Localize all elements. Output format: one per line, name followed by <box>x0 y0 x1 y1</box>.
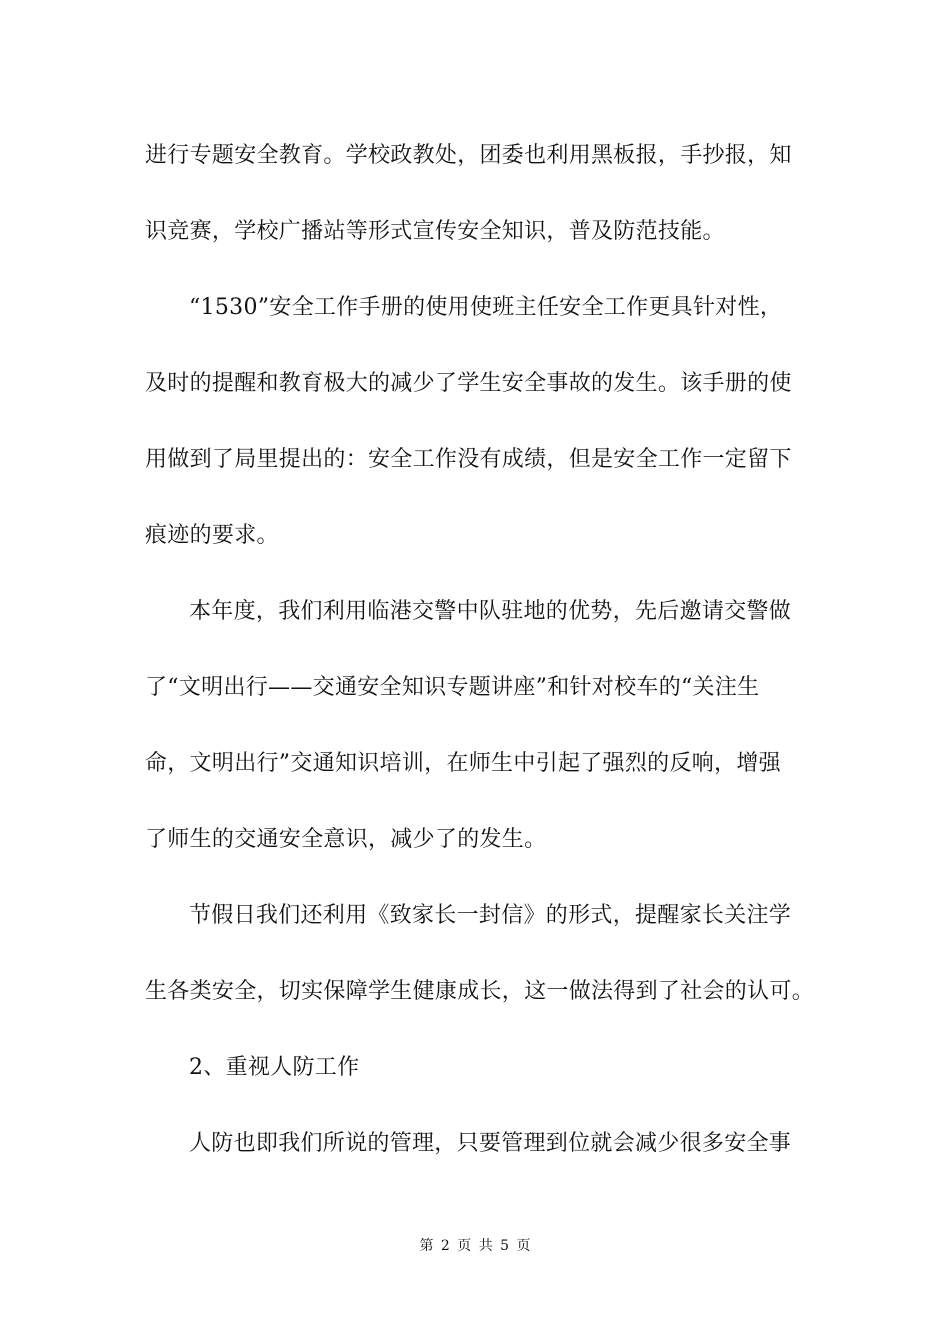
text-line-6: 痕迹的要求。 <box>145 523 279 548</box>
section-heading: 2、重视人防工作 <box>189 1055 360 1080</box>
text-line-7: 本年度，我们利用临港交警中队驻地的优势，先后邀请交警做 <box>189 599 792 624</box>
page-number-footer: 第 2 页 共 5 页 <box>419 1238 531 1254</box>
text-line-4: 及时的提醒和教育极大的减少了学生安全事故的发生。该手册的使 <box>145 371 792 396</box>
text-line-9: 命，文明出行”交通知识培训，在师生中引起了强烈的反响，增强 <box>145 751 781 776</box>
text-line-10: 了师生的交通安全意识，减少了的发生。 <box>145 827 547 852</box>
text-line-8: 了“文明出行——交通安全知识专题讲座”和针对校车的“关注生 <box>145 675 760 700</box>
text-line-5: 用做到了局里提出的：安全工作没有成绩，但是安全工作一定留下 <box>145 447 792 472</box>
text-line-2: 识竞赛，学校广播站等形式宣传安全知识，普及防范技能。 <box>145 219 725 244</box>
text-line-1: 进行专题安全教育。学校政教处，团委也利用黑板报，手抄报，知 <box>145 143 792 168</box>
text-line-11: 节假日我们还利用《致家长一封信》的形式，提醒家长关注学 <box>189 903 792 928</box>
text-line-12: 生各类安全，切实保障学生健康成长，这一做法得到了社会的认可。 <box>145 979 815 1004</box>
text-line-14: 人防也即我们所说的管理，只要管理到位就会减少很多安全事 <box>189 1131 792 1156</box>
text-line-3: “1530”安全工作手册的使用使班主任安全工作更具针对性， <box>189 295 783 320</box>
